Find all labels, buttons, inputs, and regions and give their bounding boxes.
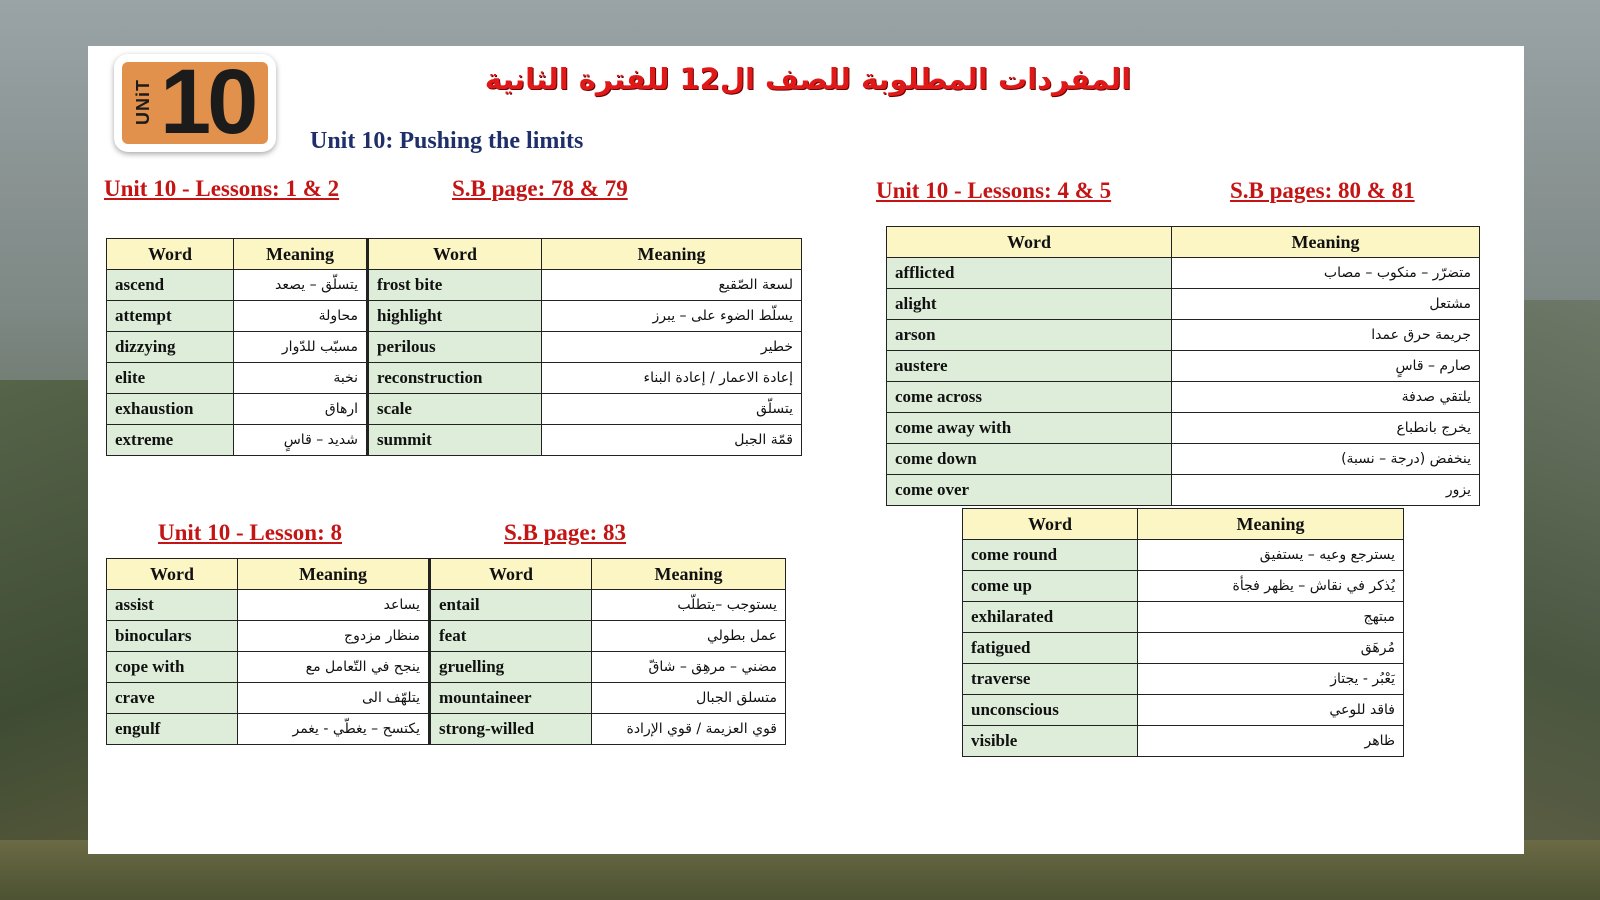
section2-lesson-heading: Unit 10 - Lesson: 8 [158, 520, 343, 545]
meaning-cell: مبتهج [1138, 602, 1404, 633]
meaning-cell: يلتقي صدفة [1172, 382, 1480, 413]
meaning-header: Meaning [1138, 509, 1404, 540]
meaning-cell: ينجح في التّعامل مع [238, 652, 430, 683]
meaning-cell: ظاهر [1138, 726, 1404, 757]
meaning-cell: محاولة [234, 301, 368, 332]
meaning-cell: نخبة [234, 363, 368, 394]
word-cell: come across [887, 382, 1172, 413]
word-cell: cope with [107, 652, 238, 683]
section4-vocab-table [962, 508, 1404, 757]
table-row [107, 652, 786, 683]
word-cell: elite [107, 363, 234, 394]
word-cell: crave [107, 683, 238, 714]
word-cell: fatigued [963, 633, 1138, 664]
meaning-cell: يكتسح – يغطّي - يغمر [238, 714, 430, 745]
word-cell: engulf [107, 714, 238, 745]
table-row [963, 540, 1404, 571]
table-row [963, 664, 1404, 695]
meaning-cell: شديد – قاسٍ [234, 425, 368, 456]
table-row [887, 258, 1480, 289]
word-header: Word [107, 559, 238, 590]
meaning-cell: يستوجب –يتطلّب [592, 590, 786, 621]
unit-logo-number: 10 [160, 62, 255, 144]
section1-page-heading: S.B page: 78 & 79 [452, 176, 628, 201]
meaning-cell: قمّة الجبل [542, 425, 802, 456]
section3-page-heading: S.B pages: 80 & 81 [1230, 178, 1415, 203]
meaning-cell: متسلق الجبال [592, 683, 786, 714]
meaning-cell: منظار مزدوج [238, 621, 430, 652]
meaning-cell: جريمة حرق عمدا [1172, 320, 1480, 351]
section1-vocab-table [106, 238, 802, 456]
meaning-header: Meaning [1172, 227, 1480, 258]
table-row [963, 571, 1404, 602]
word-cell: extreme [107, 425, 234, 456]
word-cell: exhaustion [107, 394, 234, 425]
vocabulary-sheet [88, 46, 1524, 854]
table-row [107, 363, 802, 394]
arabic-page-title: المفردات المطلوبة للصف ال12 للفترة الثانية [484, 62, 1132, 96]
section2-vocab-table [106, 558, 786, 745]
word-cell: entail [430, 590, 592, 621]
word-header: Word [887, 227, 1172, 258]
word-cell: dizzying [107, 332, 234, 363]
meaning-cell: متضرّر – منكوب – مصاب [1172, 258, 1480, 289]
word-cell: afflicted [887, 258, 1172, 289]
meaning-cell: ينخفض (درجة – نسبة) [1172, 444, 1480, 475]
table-row [107, 425, 802, 456]
word-cell: arson [887, 320, 1172, 351]
table-row [887, 475, 1480, 506]
table-header-row [887, 227, 1480, 258]
section2-page-heading: S.B page: 83 [504, 520, 627, 545]
meaning-cell: لسعة الصّقيع [542, 270, 802, 301]
meaning-header: Meaning [234, 239, 368, 270]
word-cell: gruelling [430, 652, 592, 683]
word-cell: austere [887, 351, 1172, 382]
table-row [107, 683, 786, 714]
meaning-cell: ارهاق [234, 394, 368, 425]
table-row [107, 590, 786, 621]
table-header-row [963, 509, 1404, 540]
table-row [107, 714, 786, 745]
meaning-cell: يتسلّق [542, 394, 802, 425]
meaning-cell: يَعْبُر - يجتاز [1138, 664, 1404, 695]
table-row [963, 633, 1404, 664]
word-header: Word [368, 239, 542, 270]
meaning-header: Meaning [238, 559, 430, 590]
word-cell: come over [887, 475, 1172, 506]
word-cell: binoculars [107, 621, 238, 652]
word-cell: mountaineer [430, 683, 592, 714]
unit-title: Unit 10: Pushing the limits [310, 128, 584, 154]
table-row [887, 413, 1480, 444]
meaning-cell: مشتعل [1172, 289, 1480, 320]
word-cell: highlight [368, 301, 542, 332]
word-cell: scale [368, 394, 542, 425]
meaning-cell: مسبّب للدّوار [234, 332, 368, 363]
word-cell: attempt [107, 301, 234, 332]
meaning-cell: مضني – مرهِق – شاقّ [592, 652, 786, 683]
word-header: Word [107, 239, 234, 270]
table-row [887, 382, 1480, 413]
word-cell: assist [107, 590, 238, 621]
word-cell: traverse [963, 664, 1138, 695]
word-cell: perilous [368, 332, 542, 363]
word-header: Word [963, 509, 1138, 540]
table-row [107, 394, 802, 425]
meaning-header: Meaning [592, 559, 786, 590]
section1-lesson-heading: Unit 10 - Lessons: 1 & 2 [104, 176, 340, 201]
table-row [887, 444, 1480, 475]
unit-logo-text: UNiT [133, 79, 153, 125]
section3-vocab-table [886, 226, 1480, 506]
word-cell: feat [430, 621, 592, 652]
meaning-header: Meaning [542, 239, 802, 270]
word-cell: summit [368, 425, 542, 456]
word-cell: alight [887, 289, 1172, 320]
meaning-cell: مُرهَق [1138, 633, 1404, 664]
meaning-cell: يُذكر في نقاش – يظهر فجأة [1138, 571, 1404, 602]
meaning-cell: عمل بطولي [592, 621, 786, 652]
word-cell: exhilarated [963, 602, 1138, 633]
table-row [963, 726, 1404, 757]
meaning-cell: إعادة الاعمار / إعادة البناء [542, 363, 802, 394]
word-cell: frost bite [368, 270, 542, 301]
table-row [963, 695, 1404, 726]
meaning-cell: يسترجع وعيه – يستفيق [1138, 540, 1404, 571]
table-row [887, 351, 1480, 382]
meaning-cell: صارم – قاسٍ [1172, 351, 1480, 382]
table-header-row [107, 239, 802, 270]
table-row [107, 621, 786, 652]
section3-lesson-heading: Unit 10 - Lessons: 4 & 5 [876, 178, 1112, 203]
word-cell: reconstruction [368, 363, 542, 394]
word-header: Word [430, 559, 592, 590]
table-row [887, 289, 1480, 320]
table-row [107, 301, 802, 332]
word-cell: unconscious [963, 695, 1138, 726]
word-cell: ascend [107, 270, 234, 301]
word-cell: come away with [887, 413, 1172, 444]
table-row [963, 602, 1404, 633]
table-header-row [107, 559, 786, 590]
meaning-cell: يساعد [238, 590, 430, 621]
unit-logo [114, 54, 276, 152]
table-row [107, 332, 802, 363]
unit-logo-badge [122, 62, 268, 144]
word-cell: visible [963, 726, 1138, 757]
word-cell: come up [963, 571, 1138, 602]
word-cell: strong-willed [430, 714, 592, 745]
meaning-cell: يتلهّف الى [238, 683, 430, 714]
word-cell: come round [963, 540, 1138, 571]
meaning-cell: يسلّط الضوء على – يبرز [542, 301, 802, 332]
meaning-cell: يتسلّق – يصعد [234, 270, 368, 301]
meaning-cell: يزور [1172, 475, 1480, 506]
word-cell: come down [887, 444, 1172, 475]
meaning-cell: يخرج بانطباع [1172, 413, 1480, 444]
meaning-cell: قوي العزيمة / قوي الإرادة [592, 714, 786, 745]
table-row [887, 320, 1480, 351]
table-row [107, 270, 802, 301]
meaning-cell: فاقد للوعي [1138, 695, 1404, 726]
meaning-cell: خطير [542, 332, 802, 363]
